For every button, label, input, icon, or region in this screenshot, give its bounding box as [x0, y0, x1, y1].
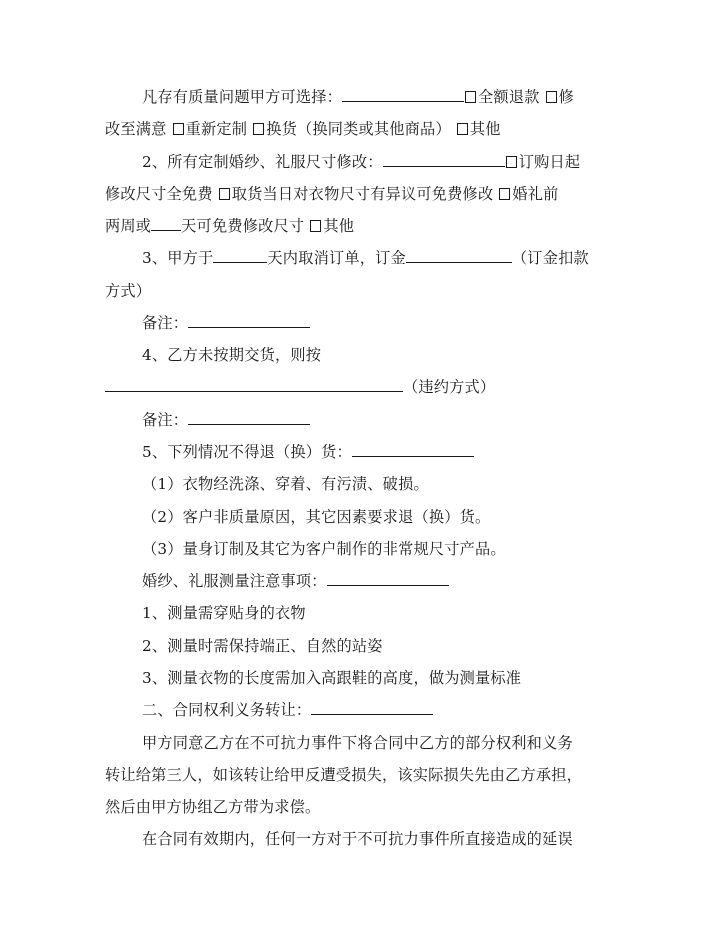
quality-issue-options-line [142, 87, 574, 107]
remark-label-2: 备注： [142, 411, 189, 429]
option-full-refund: 全额退款 [478, 88, 540, 106]
option-before-wedding: 婚礼前 [512, 185, 559, 203]
option-free-modification: 修改尺寸全免费 [105, 185, 213, 203]
assignment-paragraph-line-1 [142, 733, 573, 753]
option-modify-part2: 改至满意 [105, 120, 167, 138]
remark-line-2 [142, 410, 310, 430]
breach-method-blank[interactable] [105, 377, 403, 392]
cancellation-text-1: 3、甲方于 [142, 249, 214, 267]
late-delivery-line [142, 345, 321, 365]
checkbox-remake[interactable] [173, 123, 184, 135]
no-return-text: 5、下列情况不得退（换）货： [142, 443, 352, 461]
assignment-text-1: 甲方同意乙方在不可抗力事件下将合同中乙方的部分权利和义务 [142, 734, 573, 752]
remark-label-1: 备注： [142, 314, 189, 332]
no-return-item-3 [142, 539, 506, 559]
measurement-note-1-text: 1、测量需穿贴身的衣物 [142, 604, 306, 622]
option-pickup-day: 取货当日对衣物尺寸有异议可免费修改 [231, 185, 494, 203]
cancel-days-blank[interactable] [213, 248, 267, 263]
no-return-item-3-text: （3）量身订制及其它为客户制作的非常规尺寸产品。 [142, 540, 506, 558]
remark-blank-1[interactable] [188, 313, 310, 328]
assignment-text-3: 然后由甲方协组乙方带为求偿。 [105, 798, 321, 816]
checkbox-other-2[interactable] [310, 220, 321, 232]
deposit-deduction-text: （订金扣款 [511, 249, 589, 267]
late-delivery-text: 4、乙方未按期交货，则按 [142, 346, 322, 364]
measurement-note-3-text: 3、测量衣物的长度需加入高跟鞋的高度，做为测量标准 [142, 669, 522, 687]
no-return-item-2-text: （2）客户非质量原因，其它因素要求退（换）货。 [142, 508, 491, 526]
measurement-note-2-text: 2、测量时需保持端正、自然的站姿 [142, 637, 383, 655]
assignment-paragraph-line-3 [105, 797, 320, 817]
option-modify-part1: 修 [558, 88, 575, 106]
no-return-item-1-text: （1）衣物经洗涤、穿着、有污渍、破损。 [142, 475, 429, 493]
checkbox-other-1[interactable] [457, 123, 468, 135]
measurement-notes-line [142, 571, 449, 591]
option-other-2: 其他 [323, 217, 355, 235]
deposit-method-text: 方式） [105, 282, 152, 300]
assignment-text-2: 转让给第三人，如该转让给甲反遭受损失，该实际损失先由乙方承担， [105, 766, 583, 784]
no-return-item-2 [142, 507, 490, 527]
deposit-blank[interactable] [406, 248, 512, 263]
option-exchange: 换货（换同类或其他商品） [266, 120, 451, 138]
free-modify-days-text: 天可免费修改尺寸 [181, 217, 305, 235]
breach-method-text: （违约方式） [403, 378, 496, 396]
no-return-line [142, 442, 474, 462]
quality-option-blank[interactable] [342, 87, 464, 102]
checkbox-exchange[interactable] [253, 123, 264, 135]
measurement-notes-blank[interactable] [327, 571, 449, 586]
size-modification-line-2 [105, 184, 559, 204]
measurement-note-2 [142, 636, 383, 656]
size-modification-text: 2、所有定制婚纱、礼服尺寸修改： [142, 153, 383, 171]
checkbox-before-wedding[interactable] [499, 188, 510, 200]
checkbox-pickup-day[interactable] [219, 188, 230, 200]
section-2-heading [142, 700, 433, 720]
option-remake: 重新定制 [185, 120, 248, 138]
section-2-blank[interactable] [311, 700, 433, 715]
size-modification-blank[interactable] [383, 152, 505, 167]
assignment-paragraph-line-2 [105, 765, 582, 785]
measurement-note-3 [142, 668, 521, 688]
size-modification-line [142, 152, 580, 172]
remark-blank-2[interactable] [188, 410, 310, 425]
force-majeure-text: 在合同有效期内，任何一方对于不可抗力事件所直接造成的延误 [142, 830, 573, 848]
option-other-1: 其他 [469, 120, 501, 138]
option-from-order-date: 订购日起 [518, 153, 581, 171]
section-2-title: 二、合同权利义务转让： [142, 701, 312, 719]
breach-method-line [105, 377, 495, 397]
two-weeks-text: 两周或 [105, 217, 152, 235]
size-modification-line-3 [105, 216, 354, 236]
checkbox-from-order-date[interactable] [506, 156, 517, 168]
checkbox-modify[interactable] [546, 91, 557, 103]
no-return-item-1 [142, 474, 429, 494]
checkbox-full-refund[interactable] [465, 91, 476, 103]
cancellation-text-2: 天内取消订单，订金 [267, 249, 406, 267]
measurement-note-1 [142, 603, 306, 623]
quality-issue-text: 凡存有质量问题甲方可选择： [142, 88, 343, 106]
days-blank[interactable] [151, 216, 181, 231]
no-return-blank[interactable] [352, 442, 474, 457]
force-majeure-line [142, 829, 573, 849]
measurement-notes-text: 婚纱、礼服测量注意事项： [142, 572, 327, 590]
remark-line-1 [142, 313, 310, 333]
deposit-method-line [105, 281, 151, 301]
cancellation-line [142, 248, 589, 268]
quality-issue-options-line-2 [105, 119, 501, 139]
